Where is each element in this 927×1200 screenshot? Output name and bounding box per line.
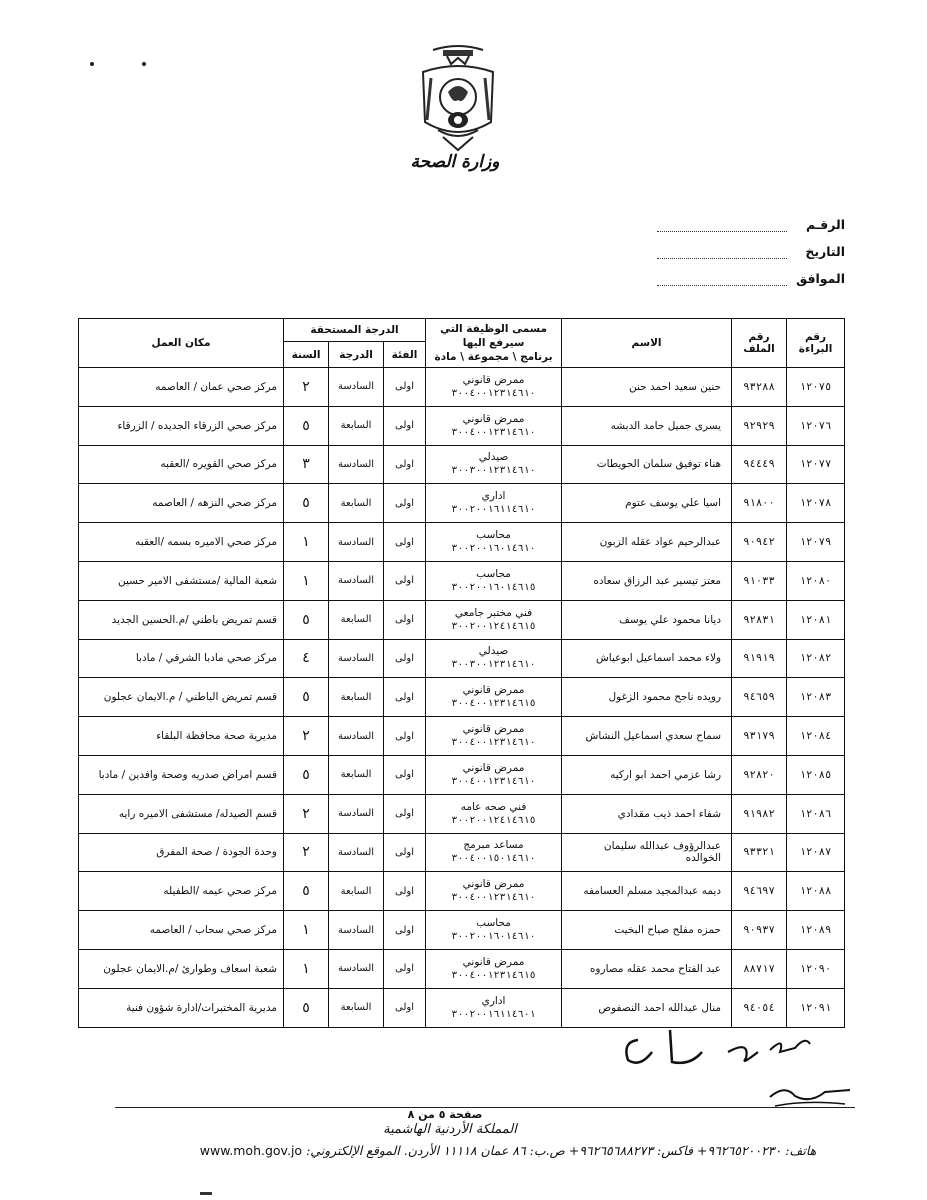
- job-title-cell: [426, 911, 562, 950]
- workplace-cell: مركز صحي سحاب / العاصمه: [79, 911, 284, 950]
- file-no-cell: ٩٢٩٢٩: [732, 406, 787, 445]
- table-row: [79, 755, 845, 794]
- grade-cell: السابعة: [329, 600, 384, 639]
- job-title-cell: [426, 561, 562, 600]
- table-row: [79, 484, 845, 523]
- year-cell: ٥: [284, 755, 329, 794]
- year-cell: ١: [284, 561, 329, 600]
- job-title-cell: [426, 794, 562, 833]
- table-row: [79, 600, 845, 639]
- job-code-text: ٣٠٠٤٠٠١٢٣١٤٦١٥: [451, 698, 536, 710]
- table-row: [79, 368, 845, 407]
- table-row: [79, 445, 845, 484]
- ref-number-row: [640, 205, 845, 232]
- header-grade-group: الدرجة المستحقة: [284, 319, 426, 342]
- category-cell: اولى: [384, 717, 426, 756]
- employee-name-cell: ولاء محمد اسماعيل ابوعياش: [562, 639, 732, 678]
- reference-block: [640, 205, 845, 286]
- handwritten-initials: [600, 1022, 830, 1072]
- job-title-cell: [426, 600, 562, 639]
- header-grade: الدرجة: [329, 342, 384, 368]
- year-cell: ٢: [284, 368, 329, 407]
- year-cell: ٥: [284, 678, 329, 717]
- job-code-text: ٣٠٠٤٠٠١٥٠١٤٦١٠: [451, 853, 536, 865]
- workplace-cell: شعبة اسعاف وطوارئ /م.الايمان عجلون: [79, 949, 284, 988]
- job-title-cell: [426, 639, 562, 678]
- grade-cell: السابعة: [329, 988, 384, 1027]
- innocence-no-cell: ١٢٠٨٤: [787, 717, 845, 756]
- ref-date-field[interactable]: [657, 246, 787, 259]
- file-no-cell: ٩٢٨٣١: [732, 600, 787, 639]
- category-cell: اولى: [384, 794, 426, 833]
- innocence-no-cell: ١٢٠٨١: [787, 600, 845, 639]
- job-title-cell: [426, 368, 562, 407]
- table-row: [79, 794, 845, 833]
- innocence-no-cell: ١٢٠٨٠: [787, 561, 845, 600]
- ref-corresponding-row: [640, 259, 845, 286]
- category-cell: اولى: [384, 406, 426, 445]
- workplace-cell: مركز صحي عمان / العاصمه: [79, 368, 284, 407]
- category-cell: اولى: [384, 561, 426, 600]
- category-cell: اولى: [384, 678, 426, 717]
- grade-cell: السادسة: [329, 445, 384, 484]
- scan-mark: [90, 62, 94, 66]
- workplace-cell: قسم امراض صدريه وصحة وافدين / مادبا: [79, 755, 284, 794]
- innocence-no-cell: ١٢٠٨٨: [787, 872, 845, 911]
- innocence-no-cell: ١٢٠٧٩: [787, 523, 845, 562]
- workplace-cell: شعبة المالية /مستشفى الامير حسين: [79, 561, 284, 600]
- header-innocence-no: رقم البراءة: [787, 319, 845, 368]
- grade-cell: السابعة: [329, 484, 384, 523]
- job-title-text: ممرض قانوني: [462, 373, 525, 386]
- ref-number-label: الرقـم: [805, 217, 845, 232]
- employee-name-cell: عبدالرحيم عواد عقله الزبون: [562, 523, 732, 562]
- header-workplace: مكان العمل: [79, 319, 284, 368]
- workplace-cell: مركز صحي القويره /العقبه: [79, 445, 284, 484]
- job-title-cell: [426, 872, 562, 911]
- year-cell: ٥: [284, 600, 329, 639]
- file-no-cell: ٩٤٤٤٩: [732, 445, 787, 484]
- file-no-cell: ٩١٠٣٣: [732, 561, 787, 600]
- year-cell: ٥: [284, 406, 329, 445]
- table-row: [79, 833, 845, 872]
- file-no-cell: ٨٨٧١٧: [732, 949, 787, 988]
- file-no-cell: ٩٣٣٢١: [732, 833, 787, 872]
- workplace-cell: مركز صحي عيمه /الطفيله: [79, 872, 284, 911]
- year-cell: ٢: [284, 717, 329, 756]
- innocence-no-cell: ١٢٠٨٣: [787, 678, 845, 717]
- file-no-cell: ٩٤٠٥٤: [732, 988, 787, 1027]
- category-cell: اولى: [384, 523, 426, 562]
- footer-divider: [115, 1107, 855, 1108]
- table-row: [79, 717, 845, 756]
- table-row: [79, 872, 845, 911]
- job-title-text: اداري: [481, 994, 506, 1007]
- file-no-cell: ٩٣١٧٩: [732, 717, 787, 756]
- employee-name-cell: رشا عزمي احمد ابو اركيه: [562, 755, 732, 794]
- table-row: [79, 406, 845, 445]
- job-title-text: صيدلي: [478, 451, 509, 464]
- job-title-text: ممرض قانوني: [462, 761, 525, 774]
- innocence-no-cell: ١٢٠٨٧: [787, 833, 845, 872]
- job-title-cell: [426, 988, 562, 1027]
- workplace-cell: قسم تمريض باطني /م.الحسين الجديد: [79, 600, 284, 639]
- year-cell: ١: [284, 949, 329, 988]
- table-row: [79, 523, 845, 562]
- job-title-cell: [426, 445, 562, 484]
- innocence-no-cell: ١٢٠٧٥: [787, 368, 845, 407]
- workplace-cell: مديرية المختبرات/ادارة شؤون فنية: [79, 988, 284, 1027]
- header-category: الفئة: [384, 342, 426, 368]
- job-title-text: ممرض قانوني: [462, 684, 525, 697]
- table-row: [79, 561, 845, 600]
- workplace-cell: مركز صحي الزرقاء الجديده / الزرقاء: [79, 406, 284, 445]
- employee-name-cell: حمزه مفلح صياح البخيت: [562, 911, 732, 950]
- job-code-text: ٣٠٠٢٠٠١٦١١٤٦٠١: [451, 1008, 536, 1020]
- employee-name-cell: عبد الفتاح محمد عقله مصاروه: [562, 949, 732, 988]
- ministry-name: وزارة الصحة: [410, 152, 500, 172]
- year-cell: ٥: [284, 484, 329, 523]
- workplace-cell: مركز صحي النزهه / العاصمه: [79, 484, 284, 523]
- job-code-text: ٣٠٠٤٠٠١٢٣١٤٦١٠: [451, 892, 536, 904]
- category-cell: اولى: [384, 755, 426, 794]
- employee-name-cell: هناء توفيق سلمان الحويطات: [562, 445, 732, 484]
- employee-name-cell: ديانا محمود علي يوسف: [562, 600, 732, 639]
- year-cell: ٢: [284, 833, 329, 872]
- job-title-text: ممرض قانوني: [462, 412, 525, 425]
- file-no-cell: ٩٠٩٤٢: [732, 523, 787, 562]
- header-job-title-main: مسمى الوظيفة التي سيرفع اليها: [440, 323, 547, 349]
- job-code-text: ٣٠٠٤٠٠١٢٣١٤٦١٠: [451, 737, 536, 749]
- file-no-cell: ٩٤٦٩٧: [732, 872, 787, 911]
- workplace-cell: مركز صحي الاميره بسمه /العقبه: [79, 523, 284, 562]
- category-cell: اولى: [384, 639, 426, 678]
- table-row: [79, 639, 845, 678]
- job-code-text: ٣٠٠٢٠٠١٦٠١٤٦١٥: [451, 581, 536, 593]
- grade-cell: السادسة: [329, 911, 384, 950]
- category-cell: اولى: [384, 949, 426, 988]
- year-cell: ١: [284, 911, 329, 950]
- grade-cell: السابعة: [329, 755, 384, 794]
- grade-cell: السادسة: [329, 717, 384, 756]
- grade-cell: السابعة: [329, 678, 384, 717]
- header-year: السنة: [284, 342, 329, 368]
- grade-cell: السادسة: [329, 523, 384, 562]
- ref-corresponding-field[interactable]: [657, 273, 787, 286]
- year-cell: ١: [284, 523, 329, 562]
- header-file-no: رقم الملف: [732, 319, 787, 368]
- job-code-text: ٣٠٠٢٠٠١٢٤١٤٦١٥: [451, 620, 536, 632]
- contact-info: [168, 1143, 848, 1158]
- website-link[interactable]: www.moh.gov.jo: [199, 1143, 303, 1158]
- job-title-text: محاسب: [476, 529, 511, 542]
- job-title-text: صيدلي: [478, 645, 509, 658]
- grade-cell: السادسة: [329, 561, 384, 600]
- job-title-cell: [426, 406, 562, 445]
- file-no-cell: ٩٠٩٣٧: [732, 911, 787, 950]
- innocence-no-cell: ١٢٠٧٧: [787, 445, 845, 484]
- job-code-text: ٣٠٠٤٠٠١٢٣١٤٦١٠: [451, 775, 536, 787]
- category-cell: اولى: [384, 988, 426, 1027]
- scan-mark: [142, 62, 146, 66]
- job-code-text: ٣٠٠٤٠٠١٢٣١٤٦١٠: [451, 387, 536, 399]
- job-code-text: ٣٠٠٢٠٠١٦٠١٤٦١٠: [451, 543, 536, 555]
- employee-name-cell: حنين سعيد احمد حنن: [562, 368, 732, 407]
- job-title-text: محاسب: [476, 917, 511, 930]
- file-no-cell: ٩٢٨٢٠: [732, 755, 787, 794]
- employee-name-cell: عبدالرؤوف عبدالله سليمان الخوالده: [562, 833, 732, 872]
- innocence-no-cell: ١٢٠٨٥: [787, 755, 845, 794]
- workplace-cell: وحدة الجودة / صحة المفرق: [79, 833, 284, 872]
- category-cell: اولى: [384, 368, 426, 407]
- workplace-cell: قسم تمريض الباطني / م.الايمان عجلون: [79, 678, 284, 717]
- ref-corresponding-label: الموافق: [796, 271, 845, 286]
- job-code-text: ٣٠٠٢٠٠١٢٤١٤٦١٥: [451, 814, 536, 826]
- employee-name-cell: رويده ناجح محمود الزغول: [562, 678, 732, 717]
- category-cell: اولى: [384, 600, 426, 639]
- innocence-no-cell: ١٢٠٨٩: [787, 911, 845, 950]
- job-title-cell: [426, 949, 562, 988]
- grade-cell: السادسة: [329, 794, 384, 833]
- year-cell: ٣: [284, 445, 329, 484]
- scan-mark: [200, 1192, 212, 1195]
- innocence-no-cell: ١٢٠٩١: [787, 988, 845, 1027]
- ref-date-row: [640, 232, 845, 259]
- category-cell: اولى: [384, 911, 426, 950]
- job-code-text: ٣٠٠٣٠٠١٢٣١٤٦١٠: [451, 659, 536, 671]
- job-title-text: مساعد مبرمج: [463, 839, 524, 852]
- job-title-text: فني مختبر جامعي: [454, 606, 533, 619]
- category-cell: اولى: [384, 872, 426, 911]
- grade-cell: السادسة: [329, 368, 384, 407]
- jordan-emblem-icon: [413, 42, 503, 152]
- job-title-cell: [426, 523, 562, 562]
- header-job-title-sub: برنامج \ مجموعة \ مادة: [434, 351, 553, 363]
- workplace-cell: مديرية صحة محافظة البلقاء: [79, 717, 284, 756]
- year-cell: ٥: [284, 988, 329, 1027]
- contact-text: هاتف: ٩٦٢٦٥٢٠٠٢٣٠+ فاكس: ٩٦٢٦٥٦٨٨٢٧٣+ ص.ب: ٨٦ عمان ١١١١٨ الأردن. الموقع الإلكتروني:: [306, 1143, 817, 1158]
- job-title-cell: [426, 833, 562, 872]
- job-code-text: ٣٠٠٤٠٠١٢٣١٤٦١٠: [451, 426, 536, 438]
- table-row: [79, 678, 845, 717]
- kingdom-name: المملكة الأردنية الهاشمية: [383, 1122, 517, 1137]
- job-title-cell: [426, 717, 562, 756]
- table-row: [79, 911, 845, 950]
- job-title-cell: [426, 484, 562, 523]
- file-no-cell: ٩١٩١٩: [732, 639, 787, 678]
- category-cell: اولى: [384, 833, 426, 872]
- grade-cell: السابعة: [329, 406, 384, 445]
- category-cell: اولى: [384, 484, 426, 523]
- job-code-text: ٣٠٠٣٠٠١٢٣١٤٦١٠: [451, 465, 536, 477]
- file-no-cell: ٩٣٢٨٨: [732, 368, 787, 407]
- employee-name-cell: يسرى جميل حامد الدبشه: [562, 406, 732, 445]
- employee-name-cell: شفاء احمد ذيب مقدادي: [562, 794, 732, 833]
- workplace-cell: قسم الصيدله/ مستشفى الاميره رايه: [79, 794, 284, 833]
- innocence-no-cell: ١٢٠٧٨: [787, 484, 845, 523]
- grade-cell: السابعة: [329, 872, 384, 911]
- year-cell: ٥: [284, 872, 329, 911]
- promotion-table: [78, 318, 845, 1028]
- job-code-text: ٣٠٠٢٠٠١٦١١٤٦١٠: [451, 504, 536, 516]
- year-cell: ٤: [284, 639, 329, 678]
- file-no-cell: ٩١٨٠٠: [732, 484, 787, 523]
- page-number: صفحة ٥ من ٨: [407, 1108, 483, 1121]
- employee-name-cell: معتز تيسير عبد الرزاق سعاده: [562, 561, 732, 600]
- job-code-text: ٣٠٠٤٠٠١٢٣١٤٦١٥: [451, 969, 536, 981]
- year-cell: ٢: [284, 794, 329, 833]
- employee-name-cell: سماح سعدي اسماعيل النشاش: [562, 717, 732, 756]
- job-title-text: محاسب: [476, 567, 511, 580]
- job-title-text: ممرض قانوني: [462, 878, 525, 891]
- file-no-cell: ٩١٩٨٢: [732, 794, 787, 833]
- employee-name-cell: منال عبدالله احمد النصفوص: [562, 988, 732, 1027]
- employee-name-cell: ديمه عبدالمجيد مسلم العسامفه: [562, 872, 732, 911]
- table-row: [79, 949, 845, 988]
- category-cell: اولى: [384, 445, 426, 484]
- job-code-text: ٣٠٠٢٠٠١٦٠١٤٦١٠: [451, 931, 536, 943]
- job-title-text: ممرض قانوني: [462, 723, 525, 736]
- innocence-no-cell: ١٢٠٧٦: [787, 406, 845, 445]
- grade-cell: السادسة: [329, 639, 384, 678]
- grade-cell: السادسة: [329, 833, 384, 872]
- employee-name-cell: اسيا علي يوسف عتوم: [562, 484, 732, 523]
- header-job-title: [426, 319, 562, 368]
- job-title-text: ممرض قانوني: [462, 955, 525, 968]
- innocence-no-cell: ١٢٠٨٦: [787, 794, 845, 833]
- workplace-cell: مركز صحي مادبا الشرقي / مادبا: [79, 639, 284, 678]
- header-name: الاسم: [562, 319, 732, 368]
- table-body: [79, 368, 845, 1028]
- job-title-text: فني صحه عامه: [460, 800, 527, 813]
- ref-date-label: التاريخ: [805, 244, 845, 259]
- job-title-text: اداري: [481, 490, 506, 503]
- grade-cell: السادسة: [329, 949, 384, 988]
- innocence-no-cell: ١٢٠٨٢: [787, 639, 845, 678]
- ref-number-field[interactable]: [657, 219, 787, 232]
- job-title-cell: [426, 678, 562, 717]
- job-title-cell: [426, 755, 562, 794]
- file-no-cell: ٩٤٦٥٩: [732, 678, 787, 717]
- innocence-no-cell: ١٢٠٩٠: [787, 949, 845, 988]
